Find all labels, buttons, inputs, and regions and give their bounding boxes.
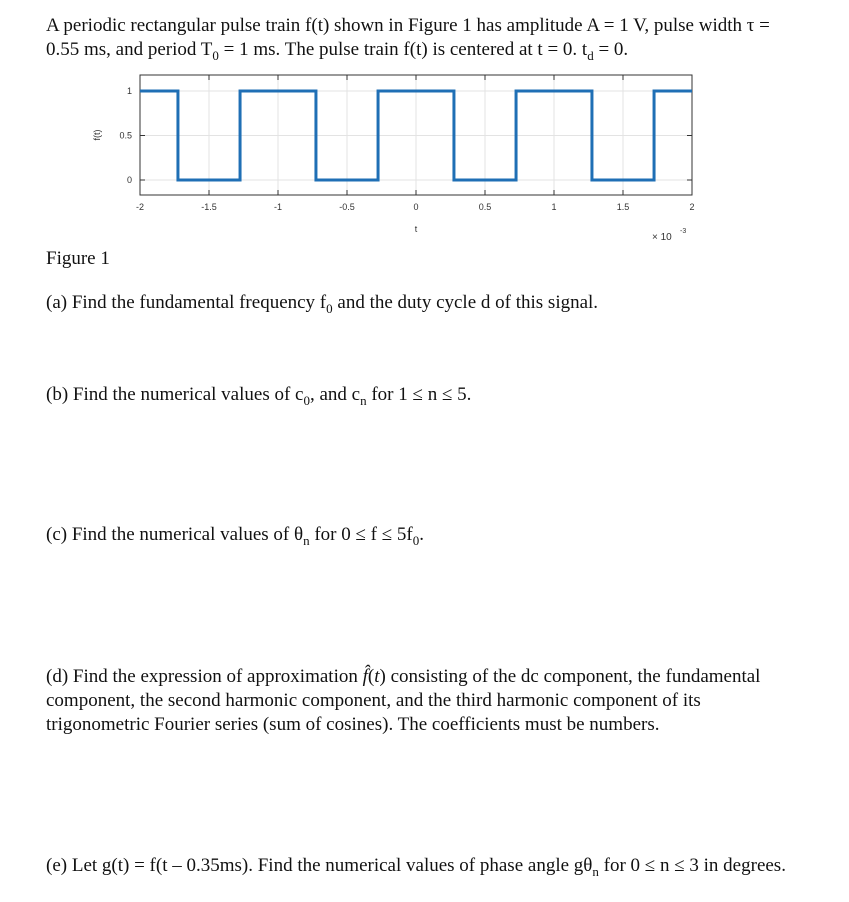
part-d-question xyxy=(46,665,760,737)
x-tick-label: 0 xyxy=(413,202,419,212)
x-axis-label: t xyxy=(414,224,418,234)
x-tick-label: 0.5 xyxy=(478,202,492,212)
figure-1-pulse-train-plot xyxy=(0,0,849,260)
x-tick-label: 2 xyxy=(689,202,695,212)
part-d-line-2: component, the second harmonic component, and the third harmonic component of its xyxy=(46,690,701,711)
y-tick-label: 0.5 xyxy=(119,130,132,141)
y-tick-label: 1 xyxy=(126,86,132,96)
part-e-question: (e) Let g(t) = f(t – 0.35ms). Find the numerical values of phase angle $g\theta_n$ for 0 ≤ n ≤ 3 in degrees. xyxy=(46,855,786,879)
x-axis-multiplier-exponent: -3 xyxy=(680,228,687,235)
part-a-question: (a) Find the fundamental frequency $f_0$ and the duty cycle d of this signal. xyxy=(46,292,599,316)
part-d-line-1: (d) Find the expression of approximation f̂(t) consisting of the dc component, the fundamental xyxy=(46,666,761,687)
y-tick-label: 0 xyxy=(126,175,132,185)
part-b-question: (b) Find the numerical values of $c_0$, and $c_n$ for 1 ≤ n ≤ 5. xyxy=(46,384,472,408)
part-c-question: (c) Find the numerical values of $\theta_n$ for $0 \le f \le 5f_0$. xyxy=(46,524,424,548)
x-tick-label: 1 xyxy=(551,202,557,212)
x-tick-label: -0.5 xyxy=(339,202,355,212)
x-tick-label: -1 xyxy=(273,202,283,212)
x-tick-label: -2 xyxy=(135,202,145,212)
problem-intro-line-1: A periodic rectangular pulse train f(t) shown in Figure 1 has amplitude A = 1 V, pulse width τ = xyxy=(46,15,770,36)
part-d-line-3: trigonometric Fourier series (sum of cosines). The coefficients must be numbers. xyxy=(46,714,660,735)
y-axis-label: f(t) xyxy=(92,129,102,141)
problem-intro-line-2: 0.55 ms, and period $T_0 = 1$ ms. The pulse train f(t) is centered at t = 0. $t_d = 0$. xyxy=(46,39,629,63)
x-axis-multiplier: × 10 xyxy=(652,232,672,243)
x-tick-label: 1.5 xyxy=(616,202,630,212)
figure-caption: Figure 1 xyxy=(46,248,110,269)
x-tick-label: -1.5 xyxy=(201,202,217,212)
